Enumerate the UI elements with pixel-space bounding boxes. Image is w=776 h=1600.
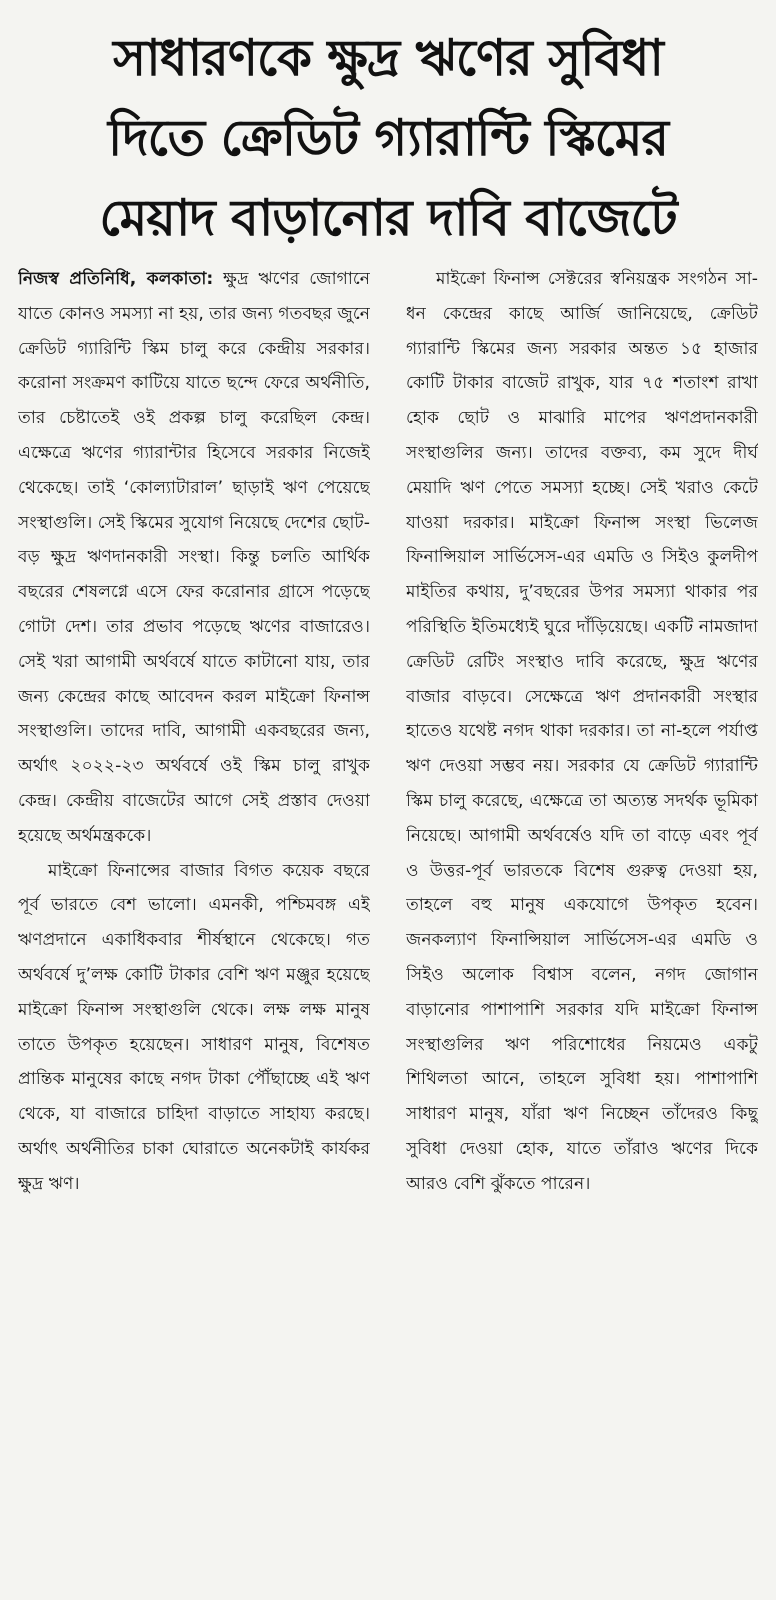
paragraph-1-text: ক্ষুদ্র ঋণের জোগানে যাতে কোনও সমস্যা না হয়, তার জন্য গতবছর জুনে ক্রেডিট গ্যারিন্টি স্কিম চালু করে কেন্দ্রীয় সরকার। করোনা সংক্রমণ কাটিয়ে যাতে ছন্দে ফেরে অর্থনীতি, তার চেষ্টাতেই ওই প্রকল্প চালু করেছিল কেন্দ্র। এক্ষেত্রে ঋণের গ্যারান্টার হিসেবে সরকার নিজেই থেকেছে। তাই ‘কোল্যাটারাল’ ছাড়াই ঋণ পেয়েছে সংস্থাগুলি। সেই স্কিমের সুযোগ নিয়েছে দেশের ছোট-বড় ক্ষুদ্র ঋণদানকারী সংস্থা। কিন্তু চলতি আর্থিক বছরের শেষলগ্নে এসে ফের করোনার গ্রাসে পড়েছে গোটা দেশ। তার প্রভাব পড়েছে ঋণের বাজারেও। সেই খরা আগামী অর্থবর্ষে যাতে কাটানো যায়, তার জন্য কেন্দ্রের কাছে আবেদন করল মাইক্রো ফিনান্স সংস্থাগুলি। তাদের দাবি, আগামী একবছরের জন্য, অর্থাৎ ২০২২-২৩ অর্থবর্ষে ওই স্কিম চালু রাখুক কেন্দ্র। কেন্দ্রীয় বাজেটের আগে সেই প্রস্তাব দেওয়া হয়েছে অর্থমন্ত্রককে। <box>18 269 370 846</box>
paragraph-2: মাইক্রো ফিনান্সের বাজার বিগত কয়েক বছরে পূর্ব ভারতে বেশ ভালো। এমনকী, পশ্চিমবঙ্গ এই ঋণপ্রদানে একাধিকবার শীর্ষস্থানে থেকেছে। গত অর্থবর্ষে দু’লক্ষ কোটি টাকার বেশি ঋণ মঞ্জুর হয়েছে মাইক্রো ফিনান্স সংস্থাগুলি থেকে। লক্ষ লক্ষ মানুষ তাতে উপকৃত হয়েছেন। সাধারণ মানুষ, বিশেষত প্রান্তিক মানুষের কাছে নগদ টাকা পৌঁছাচ্ছে এই ঋণ থেকে, যা বাজারে চাহিদা বাড়াতে সাহায্য করছে। অর্থাৎ অর্থনীতির চাকা ঘোরাতে অনেকটাই কার্যকর ক্ষুদ্র ঋণ। <box>18 860 370 1194</box>
headline-line-2: দিতে ক্রেডিট গ্যারান্টি স্কিমের <box>108 109 668 167</box>
left-column <box>18 262 370 1588</box>
dateline: নিজস্ব প্রতিনিধি, কলকাতা: <box>18 269 214 289</box>
paragraph-1 <box>18 262 370 854</box>
article-body <box>18 262 758 1588</box>
headline-line-1: সাধারণকে ক্ষুদ্র ঋণের সুবিধা <box>113 29 663 87</box>
paragraph-3: মাইক্রো ফিনান্স সেক্টরের স্বনিয়ন্ত্রক সংগঠন সা-ধন কেন্দ্রের কাছে আর্জি জানিয়েছে, ক্রেডিট গ্যারান্টি স্কিমের জন্য সরকার অন্তত ১৫ হাজার কোটি টাকার বাজেট রাখুক, যার ৭৫ শতাংশ রাখা হোক ছোট ও মাঝারি মাপের ঋণপ্রদানকারী সংস্থাগুলির জন্য। তাদের বক্তব্য, কম সুদে দীর্ঘ মেয়াদি ঋণ পেতে সমস্যা হচ্ছে। সেই খরাও কেটে যাওয়া দরকার। মাইক্রো ফিনান্স সংস্থা ভিলেজ ফিনান্সিয়াল সার্ভিসেস-এর এমডি ও সিইও কুলদীপ মাইতির কথায়, দু’বছরের উপর সমস্যা থাকার পর পরিস্থিতি ইতিমধ্যেই ঘুরে দাঁড়িয়েছে। একটি নামজাদা ক্রেডিট রেটিং সংস্থাও দাবি করেছে, ক্ষুদ্র ঋণের বাজার বাড়বে। সেক্ষেত্রে ঋণ প্রদানকারী সংস্থার হাতেও যথেষ্ট নগদ থাকা দরকার। তা না-হলে পর্যাপ্ত ঋণ দেওয়া সম্ভব নয়। সরকার যে ক্রেডিট গ্যারান্টি স্কিম চালু করেছে, এক্ষেত্রে তা অত্যন্ত সদর্থক ভূমিকা নিয়েছে। আগামী অর্থবর্ষেও যদি তা বাড়ে এবং পূর্ব ও উত্তর-পূর্ব ভারতকে বিশেষ গুরুত্ব দেওয়া হয়, তাহলে বহু মানুষ একযোগে উপকৃত হবেন। জনকল্যাণ ফিনান্সিয়াল সার্ভিসেস-এর এমডি ও সিইও অলোক বিশ্বাস বলেন, নগদ জোগান বাড়ানোর পাশাপাশি সরকার যদি মাইক্রো ফিনান্স সংস্থাগুলির ঋণ পরিশোধের নিয়মেও একটু শিথিলতা আনে, তাহলে সুবিধা হয়। পাশাপাশি সাধারণ মানুষ, যাঁরা ঋণ নিচ্ছেন তাঁদেরও কিছু সুবিধা দেওয়া হোক, যাতে তাঁরাও ঋণের দিকে আরও বেশি ঝুঁকতে পারেন। <box>406 269 758 1194</box>
right-column <box>406 262 758 1588</box>
headline <box>18 18 758 258</box>
headline-line-3: মেয়াদ বাড়ানোর দাবি বাজেটে <box>99 189 677 247</box>
